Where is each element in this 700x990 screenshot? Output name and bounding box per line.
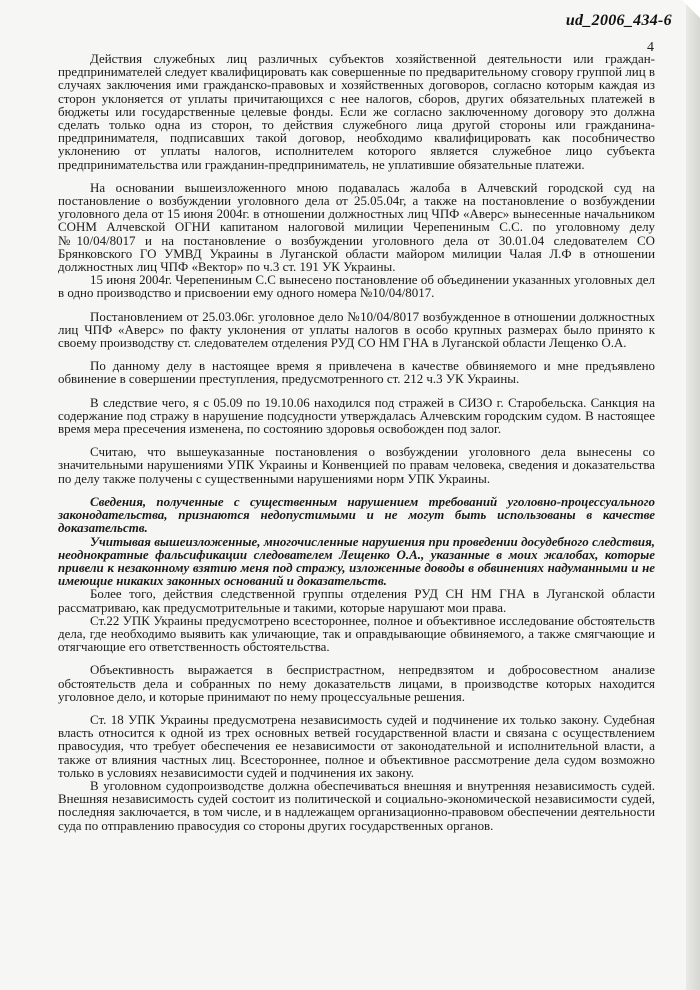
page-number: 4 <box>647 40 654 55</box>
paragraph: На основании вышеизложенного мною подавалась жалоба в Алчевский городской суд на постановление о возбуждении уголовного дела от 25.05.04г, а также на постановление о возбуждении уголовного дела от 15 июня 2004г. в отношении должностных лиц ЧПФ «Аверс» вынесенные начальником СОНМ Алчевской ОГНИ капитаном налоговой милиции Черепениным С.С. по уголовному делу №10/04/8017 и на постановление о возбуждении уголовного дела от 30.01.04 следователем СО Брянковского ГО УМВД Украины в Луганской области майором милиции Чалая Л.Ф в отношении должностных лиц ЧПФ «Вектор» по ч.3 ст. 191 УК Украины. <box>58 179 655 275</box>
paragraph: В уголовном судопроизводстве должна обеспечиваться внешняя и внутренняя независимость судей. Внешняя независимость судей состоит из политической и социально-экономической независимости судей, последняя заключается, в том числе, и в надлежащем организационно-правовом обеспечении деятельности суда по отправлению правосудия со стороны других государственных органов. <box>58 777 655 833</box>
document-id: ud_2006_434-6 <box>565 12 672 29</box>
paragraph: Действия служебных лиц различных субъектов хозяйственной деятельности или граждан-предпринимателей следует квалифицировать как совершенные по предварительному сговору группой лиц в случаях заключения ими гражданско-правовых и хозяйственных договоров, согласно которым каждая из сторон уклоняется от уплаты причитающихся с нее налогов, сборов, других обязательных платежей в бюджеты или государственные целевые фонды. Если же согласно заключенному договору это должна сделать только одна из сторон, то действия служебного лица другой стороны или гражданина-предпринимателя, подписавших такой договор, необходимо квалифицировать как пособничество уклонению от уплаты налогов, исполнителем которого является служебное лицо субъекта предпринимательства или гражданин-предприниматель, не уплатившие обязательные платежи. <box>58 51 655 172</box>
page-corner <box>682 0 700 18</box>
paragraph: В следствие чего, я с 05.09 по 19.10.06 находился под стражей в СИЗО г. Старобельска. Санкция на содержание под стражу в нарушение подсудности утверждалась Алчевским городским судом. В настоящее время мера пресечения изменена, по состоянию здоровья освобожден под залог. <box>58 394 655 437</box>
paragraph: Объективность выражается в беспристрастном, непредвзятом и добросовестном анализе обстоятельств дела и собранных по нему доказательств лицами, в производстве которых находится уголовное дело, и которые принимают по нему процессуальные решения. <box>58 662 655 704</box>
paragraph: Постановлением от 25.03.06г. уголовное дело №10/04/8017 возбужденное в отношении должностных лиц ЧПФ «Аверс» по факту уклонения от уплаты налогов в особо крупных размерах было принято к своему производству ст. следователем отделения РУД СО НМ ГНА в Луганской области Лещенко О.А. <box>58 308 655 351</box>
paragraph: По данному делу в настоящее время я привлечена в качестве обвиняемого и мне предъявлено обвинение в совершении преступления, предусмотренного ст. 212 ч.3 УК Украины. <box>58 358 655 387</box>
document-body <box>58 52 655 832</box>
paragraph-emphasis: Сведения, полученные с существенным нарушением требований уголовно-процессуального законодательства, признаются недопустимыми и не могут быть использованы в качестве доказательств. <box>58 493 655 536</box>
paragraph-emphasis: Учитывая вышеизложенные, многочисленные нарушения при проведении досудебного следствия, неоднократные фальсификации следователем Лещенко О.А., указанные в моих жалобах, которые привели к незаконному взятию меня под стражу, изложенные доводы в обвинениях надуманными и не имеющие никаких законных оснований и доказательств. <box>58 533 655 589</box>
page-edge-shadow <box>686 0 700 990</box>
paragraph: Ст. 18 УПК Украины предусмотрена независимость судей и подчинение их только закону. Судебная власть относится к одной из трех основных ветвей государственной власти и связана с осуществлением правосудия, что требует обеспечения ее независимости от законодательной и исполнительной власти, а также от влияния частных лиц. Всестороннее, полное и объективное рассмотрение дела судом возможно только в условиях независимости судей и подчинения их закону. <box>58 711 655 780</box>
paragraph: Более того, действия следственной группы отделения РУД СН НМ ГНА в Луганской области рассматриваю, как предусмотрительные и такими, которые нарушают мои права. <box>58 586 655 615</box>
paragraph: Ст.22 УПК Украины предусмотрено всестороннее, полное и объективное исследование обстоятельств дела, где необходимо выявить как уличающие, так и оправдывающие обвиняемого, а также смягчающие и отягчающие его ответственность обстоятельства. <box>58 612 655 655</box>
paragraph: 15 июня 2004г. Черепениным С.С вынесено постановление об объединении указанных уголовных дел в одно производство и присвоении ему одного номера №10/04/8017. <box>58 272 655 301</box>
paragraph: Считаю, что вышеуказанные постановления о возбуждении уголовного дела вынесены со значительными нарушениями УПК Украины и Конвенцией по правам человека, сведения и доказательства по делу также получены с существенными нарушениями норм УПК Украины. <box>58 444 655 486</box>
